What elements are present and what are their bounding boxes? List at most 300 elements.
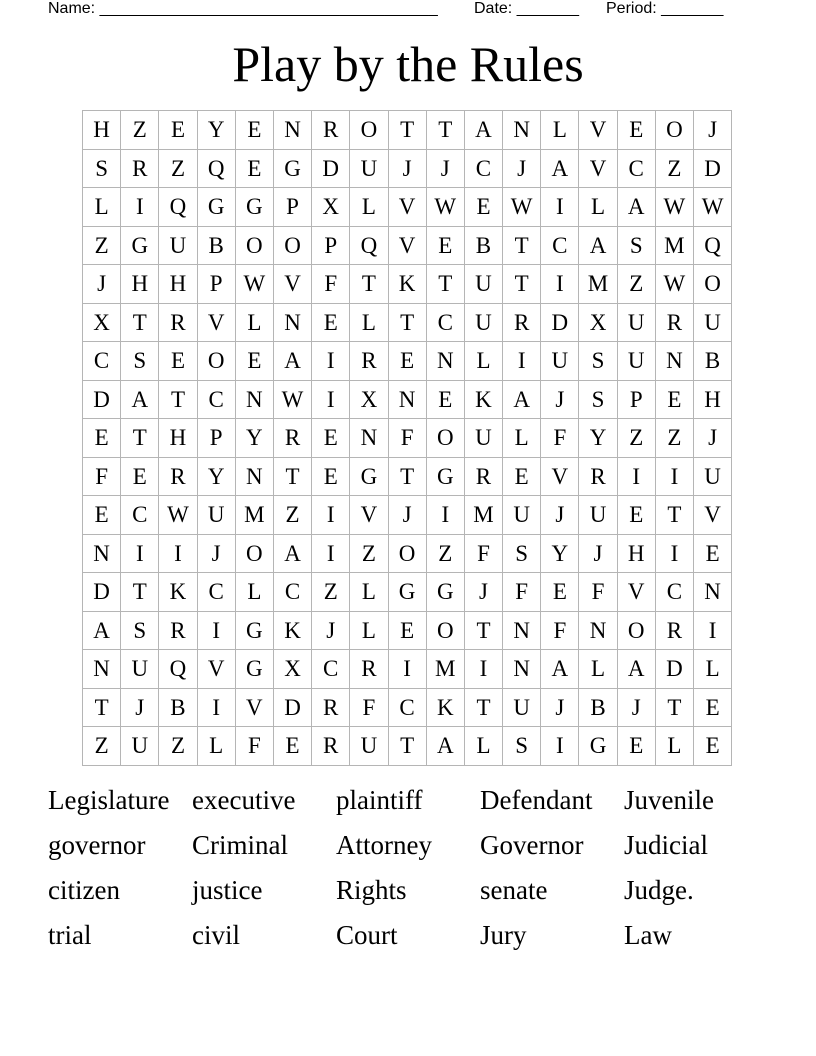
- grid-cell[interactable]: G: [235, 611, 273, 650]
- grid-cell[interactable]: F: [312, 265, 350, 304]
- grid-cell[interactable]: N: [503, 611, 541, 650]
- grid-cell[interactable]: L: [350, 188, 388, 227]
- grid-cell[interactable]: L: [235, 573, 273, 612]
- grid-cell[interactable]: X: [350, 380, 388, 419]
- grid-cell[interactable]: J: [617, 688, 655, 727]
- grid-cell[interactable]: E: [503, 457, 541, 496]
- grid-cell[interactable]: Z: [617, 419, 655, 458]
- grid-cell[interactable]: V: [273, 265, 311, 304]
- grid-cell[interactable]: Z: [83, 727, 121, 766]
- grid-cell[interactable]: Q: [694, 226, 732, 265]
- grid-cell[interactable]: W: [655, 265, 693, 304]
- grid-cell[interactable]: P: [312, 226, 350, 265]
- grid-cell[interactable]: T: [388, 457, 426, 496]
- grid-cell[interactable]: T: [121, 419, 159, 458]
- grid-cell[interactable]: N: [426, 342, 464, 381]
- grid-cell[interactable]: U: [350, 727, 388, 766]
- grid-cell[interactable]: T: [121, 573, 159, 612]
- grid-cell[interactable]: R: [312, 727, 350, 766]
- grid-cell[interactable]: W: [426, 188, 464, 227]
- grid-cell[interactable]: Z: [159, 149, 197, 188]
- grid-cell[interactable]: I: [694, 611, 732, 650]
- grid-cell[interactable]: Z: [426, 534, 464, 573]
- grid-cell[interactable]: U: [617, 342, 655, 381]
- grid-cell[interactable]: R: [579, 457, 617, 496]
- grid-cell[interactable]: U: [503, 688, 541, 727]
- grid-cell[interactable]: G: [426, 457, 464, 496]
- grid-cell[interactable]: K: [426, 688, 464, 727]
- grid-cell[interactable]: O: [617, 611, 655, 650]
- grid-cell[interactable]: C: [617, 149, 655, 188]
- grid-cell[interactable]: U: [350, 149, 388, 188]
- grid-cell[interactable]: I: [426, 496, 464, 535]
- grid-cell[interactable]: I: [464, 650, 502, 689]
- grid-cell[interactable]: E: [83, 496, 121, 535]
- grid-cell[interactable]: T: [388, 111, 426, 150]
- grid-cell[interactable]: H: [159, 265, 197, 304]
- grid-cell[interactable]: B: [159, 688, 197, 727]
- grid-cell[interactable]: X: [83, 303, 121, 342]
- grid-cell[interactable]: Q: [159, 650, 197, 689]
- grid-cell[interactable]: Y: [235, 419, 273, 458]
- grid-cell[interactable]: E: [235, 149, 273, 188]
- grid-cell[interactable]: S: [503, 534, 541, 573]
- grid-cell[interactable]: E: [426, 380, 464, 419]
- grid-cell[interactable]: S: [121, 342, 159, 381]
- grid-cell[interactable]: E: [541, 573, 579, 612]
- grid-cell[interactable]: P: [197, 265, 235, 304]
- grid-cell[interactable]: T: [426, 111, 464, 150]
- grid-cell[interactable]: N: [235, 457, 273, 496]
- grid-cell[interactable]: L: [541, 111, 579, 150]
- grid-cell[interactable]: B: [694, 342, 732, 381]
- grid-cell[interactable]: N: [83, 534, 121, 573]
- grid-cell[interactable]: Y: [541, 534, 579, 573]
- grid-cell[interactable]: A: [273, 534, 311, 573]
- grid-cell[interactable]: K: [388, 265, 426, 304]
- grid-cell[interactable]: B: [579, 688, 617, 727]
- grid-cell[interactable]: Z: [350, 534, 388, 573]
- grid-cell[interactable]: T: [426, 265, 464, 304]
- grid-cell[interactable]: D: [541, 303, 579, 342]
- grid-cell[interactable]: E: [273, 727, 311, 766]
- grid-cell[interactable]: Q: [350, 226, 388, 265]
- grid-cell[interactable]: E: [235, 111, 273, 150]
- word-bank-item: plaintiff: [336, 785, 423, 815]
- grid-cell[interactable]: R: [655, 303, 693, 342]
- grid-cell[interactable]: L: [350, 573, 388, 612]
- grid-cell[interactable]: O: [273, 226, 311, 265]
- grid-cell[interactable]: U: [197, 496, 235, 535]
- grid-cell[interactable]: I: [312, 496, 350, 535]
- grid-cell[interactable]: E: [388, 342, 426, 381]
- grid-cell[interactable]: H: [694, 380, 732, 419]
- grid-cell[interactable]: L: [694, 650, 732, 689]
- grid-cell[interactable]: F: [83, 457, 121, 496]
- grid-cell[interactable]: X: [579, 303, 617, 342]
- grid-cell[interactable]: D: [694, 149, 732, 188]
- grid-cell[interactable]: T: [121, 303, 159, 342]
- grid-cell[interactable]: O: [235, 534, 273, 573]
- grid-cell[interactable]: P: [617, 380, 655, 419]
- grid-cell[interactable]: G: [273, 149, 311, 188]
- grid-cell[interactable]: J: [426, 149, 464, 188]
- grid-cell[interactable]: Y: [197, 111, 235, 150]
- grid-cell[interactable]: E: [159, 342, 197, 381]
- grid-cell[interactable]: U: [541, 342, 579, 381]
- grid-cell[interactable]: Z: [121, 111, 159, 150]
- grid-cell[interactable]: T: [388, 303, 426, 342]
- grid-cell[interactable]: A: [579, 226, 617, 265]
- grid-cell[interactable]: E: [159, 111, 197, 150]
- grid-cell[interactable]: Q: [197, 149, 235, 188]
- grid-row: [83, 380, 732, 419]
- grid-cell[interactable]: S: [617, 226, 655, 265]
- grid-cell[interactable]: O: [350, 111, 388, 150]
- grid-cell[interactable]: J: [541, 496, 579, 535]
- grid-cell[interactable]: A: [83, 611, 121, 650]
- grid-cell[interactable]: W: [503, 188, 541, 227]
- grid-cell[interactable]: A: [541, 149, 579, 188]
- grid-cell[interactable]: V: [694, 496, 732, 535]
- grid-cell[interactable]: P: [197, 419, 235, 458]
- grid-cell[interactable]: I: [121, 188, 159, 227]
- grid-cell[interactable]: I: [197, 611, 235, 650]
- grid-cell[interactable]: V: [197, 303, 235, 342]
- grid-cell[interactable]: W: [273, 380, 311, 419]
- grid-cell[interactable]: F: [503, 573, 541, 612]
- grid-cell[interactable]: C: [197, 573, 235, 612]
- grid-cell[interactable]: Z: [655, 419, 693, 458]
- grid-cell[interactable]: C: [388, 688, 426, 727]
- grid-cell[interactable]: V: [617, 573, 655, 612]
- grid-cell[interactable]: H: [617, 534, 655, 573]
- grid-cell[interactable]: R: [350, 650, 388, 689]
- grid-cell[interactable]: A: [541, 650, 579, 689]
- grid-cell[interactable]: I: [312, 380, 350, 419]
- grid-cell[interactable]: T: [503, 265, 541, 304]
- grid-cell[interactable]: A: [121, 380, 159, 419]
- grid-cell[interactable]: B: [464, 226, 502, 265]
- grid-cell[interactable]: Z: [617, 265, 655, 304]
- grid-cell[interactable]: N: [350, 419, 388, 458]
- grid-cell[interactable]: T: [350, 265, 388, 304]
- grid-cell[interactable]: I: [312, 342, 350, 381]
- grid-cell[interactable]: U: [121, 650, 159, 689]
- grid-cell[interactable]: Z: [655, 149, 693, 188]
- grid-cell[interactable]: T: [655, 496, 693, 535]
- grid-cell[interactable]: H: [121, 265, 159, 304]
- grid-cell[interactable]: C: [312, 650, 350, 689]
- grid-cell[interactable]: X: [273, 650, 311, 689]
- grid-cell[interactable]: N: [503, 650, 541, 689]
- grid-cell[interactable]: T: [503, 226, 541, 265]
- grid-cell[interactable]: R: [350, 342, 388, 381]
- grid-cell[interactable]: C: [464, 149, 502, 188]
- grid-cell[interactable]: E: [694, 688, 732, 727]
- grid-cell[interactable]: U: [464, 265, 502, 304]
- grid-cell[interactable]: U: [503, 496, 541, 535]
- grid-cell[interactable]: V: [235, 688, 273, 727]
- grid-cell[interactable]: M: [235, 496, 273, 535]
- grid-cell[interactable]: G: [121, 226, 159, 265]
- grid-cell[interactable]: V: [579, 111, 617, 150]
- grid-cell[interactable]: G: [388, 573, 426, 612]
- grid-cell[interactable]: V: [197, 650, 235, 689]
- grid-cell[interactable]: I: [503, 342, 541, 381]
- grid-cell[interactable]: I: [617, 457, 655, 496]
- grid-cell[interactable]: A: [273, 342, 311, 381]
- grid-cell[interactable]: X: [312, 188, 350, 227]
- grid-cell[interactable]: E: [617, 111, 655, 150]
- grid-cell[interactable]: T: [388, 727, 426, 766]
- grid-cell[interactable]: E: [694, 534, 732, 573]
- grid-cell[interactable]: T: [159, 380, 197, 419]
- grid-cell[interactable]: N: [83, 650, 121, 689]
- grid-cell[interactable]: L: [350, 611, 388, 650]
- grid-cell[interactable]: R: [312, 688, 350, 727]
- grid-cell[interactable]: U: [694, 457, 732, 496]
- grid-cell[interactable]: G: [350, 457, 388, 496]
- grid-cell[interactable]: A: [617, 188, 655, 227]
- word-bank-item: Attorney: [336, 830, 432, 860]
- grid-cell[interactable]: I: [197, 688, 235, 727]
- grid-cell[interactable]: Y: [197, 457, 235, 496]
- grid-cell[interactable]: J: [694, 111, 732, 150]
- grid-cell[interactable]: H: [83, 111, 121, 150]
- grid-row: [83, 457, 732, 496]
- grid-cell[interactable]: E: [121, 457, 159, 496]
- grid-cell[interactable]: N: [694, 573, 732, 612]
- grid-cell[interactable]: O: [426, 611, 464, 650]
- grid-cell[interactable]: V: [350, 496, 388, 535]
- grid-cell[interactable]: S: [579, 342, 617, 381]
- grid-cell[interactable]: O: [197, 342, 235, 381]
- grid-cell[interactable]: L: [197, 727, 235, 766]
- grid-cell[interactable]: O: [694, 265, 732, 304]
- grid-cell[interactable]: I: [541, 188, 579, 227]
- grid-cell[interactable]: G: [235, 188, 273, 227]
- grid-cell[interactable]: I: [312, 534, 350, 573]
- grid-cell[interactable]: D: [273, 688, 311, 727]
- grid-cell[interactable]: M: [579, 265, 617, 304]
- grid-cell[interactable]: N: [235, 380, 273, 419]
- grid-cell[interactable]: V: [579, 149, 617, 188]
- grid-cell[interactable]: K: [464, 380, 502, 419]
- grid-cell[interactable]: F: [541, 611, 579, 650]
- grid-cell[interactable]: Z: [312, 573, 350, 612]
- grid-cell[interactable]: S: [121, 611, 159, 650]
- grid-cell[interactable]: K: [273, 611, 311, 650]
- grid-cell[interactable]: T: [83, 688, 121, 727]
- grid-cell[interactable]: L: [235, 303, 273, 342]
- grid-row: [83, 149, 732, 188]
- grid-cell[interactable]: E: [235, 342, 273, 381]
- grid-cell[interactable]: L: [655, 727, 693, 766]
- grid-cell[interactable]: F: [350, 688, 388, 727]
- grid-cell[interactable]: A: [503, 380, 541, 419]
- grid-cell[interactable]: I: [121, 534, 159, 573]
- grid-cell[interactable]: E: [388, 611, 426, 650]
- grid-cell[interactable]: R: [159, 457, 197, 496]
- grid-cell[interactable]: W: [694, 188, 732, 227]
- grid-cell[interactable]: R: [312, 111, 350, 150]
- grid-cell[interactable]: C: [541, 226, 579, 265]
- grid-cell[interactable]: H: [159, 419, 197, 458]
- grid-cell[interactable]: V: [388, 188, 426, 227]
- grid-cell[interactable]: E: [617, 727, 655, 766]
- grid-cell[interactable]: C: [197, 380, 235, 419]
- grid-cell[interactable]: J: [388, 496, 426, 535]
- grid-cell[interactable]: Q: [159, 188, 197, 227]
- grid-cell[interactable]: U: [464, 303, 502, 342]
- grid-cell[interactable]: S: [503, 727, 541, 766]
- grid-cell[interactable]: G: [235, 650, 273, 689]
- grid-cell[interactable]: C: [121, 496, 159, 535]
- grid-cell[interactable]: O: [426, 419, 464, 458]
- grid-cell[interactable]: K: [159, 573, 197, 612]
- grid-cell[interactable]: E: [312, 303, 350, 342]
- grid-cell[interactable]: C: [655, 573, 693, 612]
- grid-cell[interactable]: U: [464, 419, 502, 458]
- word-bank-item: Jury: [480, 920, 527, 950]
- grid-cell[interactable]: N: [273, 303, 311, 342]
- grid-cell[interactable]: C: [273, 573, 311, 612]
- grid-cell[interactable]: I: [655, 534, 693, 573]
- grid-cell[interactable]: S: [579, 380, 617, 419]
- grid-cell[interactable]: D: [655, 650, 693, 689]
- grid-cell[interactable]: R: [159, 611, 197, 650]
- grid-row: [83, 111, 732, 150]
- grid-cell[interactable]: C: [426, 303, 464, 342]
- grid-cell[interactable]: U: [579, 496, 617, 535]
- grid-cell[interactable]: R: [273, 419, 311, 458]
- grid-cell[interactable]: E: [655, 380, 693, 419]
- grid-cell[interactable]: U: [159, 226, 197, 265]
- grid-cell[interactable]: D: [312, 149, 350, 188]
- grid-cell[interactable]: J: [503, 149, 541, 188]
- grid-cell[interactable]: Y: [579, 419, 617, 458]
- grid-cell[interactable]: M: [426, 650, 464, 689]
- grid-cell[interactable]: J: [541, 688, 579, 727]
- grid-cell[interactable]: E: [694, 727, 732, 766]
- grid-cell[interactable]: F: [541, 419, 579, 458]
- grid-cell[interactable]: B: [197, 226, 235, 265]
- grid-cell[interactable]: I: [388, 650, 426, 689]
- grid-cell[interactable]: S: [83, 149, 121, 188]
- grid-cell[interactable]: U: [121, 727, 159, 766]
- grid-cell[interactable]: J: [388, 149, 426, 188]
- grid-cell[interactable]: N: [503, 111, 541, 150]
- grid-cell[interactable]: A: [426, 727, 464, 766]
- grid-cell[interactable]: L: [464, 727, 502, 766]
- grid-cell[interactable]: L: [503, 419, 541, 458]
- grid-cell[interactable]: T: [655, 688, 693, 727]
- grid-cell[interactable]: J: [694, 419, 732, 458]
- grid-cell[interactable]: L: [83, 188, 121, 227]
- grid-cell[interactable]: W: [235, 265, 273, 304]
- grid-cell[interactable]: D: [83, 573, 121, 612]
- grid-cell[interactable]: L: [579, 188, 617, 227]
- grid-cell[interactable]: J: [121, 688, 159, 727]
- grid-cell[interactable]: I: [159, 534, 197, 573]
- grid-cell[interactable]: G: [426, 573, 464, 612]
- grid-cell[interactable]: N: [579, 611, 617, 650]
- grid-cell[interactable]: D: [83, 380, 121, 419]
- grid-cell[interactable]: R: [121, 149, 159, 188]
- grid-cell[interactable]: J: [197, 534, 235, 573]
- grid-cell[interactable]: N: [273, 111, 311, 150]
- grid-cell[interactable]: I: [655, 457, 693, 496]
- grid-cell[interactable]: G: [197, 188, 235, 227]
- grid-row: [83, 303, 732, 342]
- grid-cell[interactable]: U: [694, 303, 732, 342]
- grid-row: [83, 265, 732, 304]
- grid-cell[interactable]: A: [617, 650, 655, 689]
- grid-cell[interactable]: E: [83, 419, 121, 458]
- grid-cell[interactable]: E: [464, 188, 502, 227]
- period-field: Period: _______: [606, 0, 724, 17]
- grid-cell[interactable]: M: [655, 226, 693, 265]
- grid-cell[interactable]: V: [541, 457, 579, 496]
- grid-cell[interactable]: O: [655, 111, 693, 150]
- grid-cell[interactable]: M: [464, 496, 502, 535]
- grid-cell[interactable]: G: [579, 727, 617, 766]
- grid-cell[interactable]: A: [464, 111, 502, 150]
- grid-cell[interactable]: F: [464, 534, 502, 573]
- grid-cell[interactable]: I: [541, 265, 579, 304]
- grid-cell[interactable]: N: [388, 380, 426, 419]
- grid-cell[interactable]: J: [312, 611, 350, 650]
- grid-row: [83, 727, 732, 766]
- grid-cell[interactable]: Z: [159, 727, 197, 766]
- grid-cell[interactable]: R: [159, 303, 197, 342]
- grid-cell[interactable]: Z: [83, 226, 121, 265]
- grid-cell[interactable]: E: [312, 457, 350, 496]
- grid-cell[interactable]: J: [541, 380, 579, 419]
- grid-cell[interactable]: E: [426, 226, 464, 265]
- grid-cell[interactable]: W: [159, 496, 197, 535]
- grid-cell[interactable]: N: [655, 342, 693, 381]
- grid-cell[interactable]: F: [579, 573, 617, 612]
- grid-cell[interactable]: W: [655, 188, 693, 227]
- grid-cell[interactable]: U: [617, 303, 655, 342]
- grid-cell[interactable]: T: [273, 457, 311, 496]
- grid-cell[interactable]: I: [541, 727, 579, 766]
- grid-cell[interactable]: L: [579, 650, 617, 689]
- grid-cell[interactable]: R: [503, 303, 541, 342]
- grid-cell[interactable]: E: [312, 419, 350, 458]
- grid-cell[interactable]: F: [388, 419, 426, 458]
- grid-cell[interactable]: R: [464, 457, 502, 496]
- grid-cell[interactable]: R: [655, 611, 693, 650]
- grid-cell[interactable]: F: [235, 727, 273, 766]
- grid-cell[interactable]: J: [83, 265, 121, 304]
- grid-cell[interactable]: O: [388, 534, 426, 573]
- grid-cell[interactable]: O: [235, 226, 273, 265]
- grid-cell[interactable]: J: [579, 534, 617, 573]
- grid-cell[interactable]: C: [83, 342, 121, 381]
- grid-cell[interactable]: P: [273, 188, 311, 227]
- grid-cell[interactable]: Z: [273, 496, 311, 535]
- grid-cell[interactable]: V: [388, 226, 426, 265]
- grid-cell[interactable]: L: [350, 303, 388, 342]
- grid-cell[interactable]: T: [464, 611, 502, 650]
- grid-cell[interactable]: J: [464, 573, 502, 612]
- grid-cell[interactable]: T: [464, 688, 502, 727]
- grid-cell[interactable]: L: [464, 342, 502, 381]
- grid-cell[interactable]: E: [617, 496, 655, 535]
